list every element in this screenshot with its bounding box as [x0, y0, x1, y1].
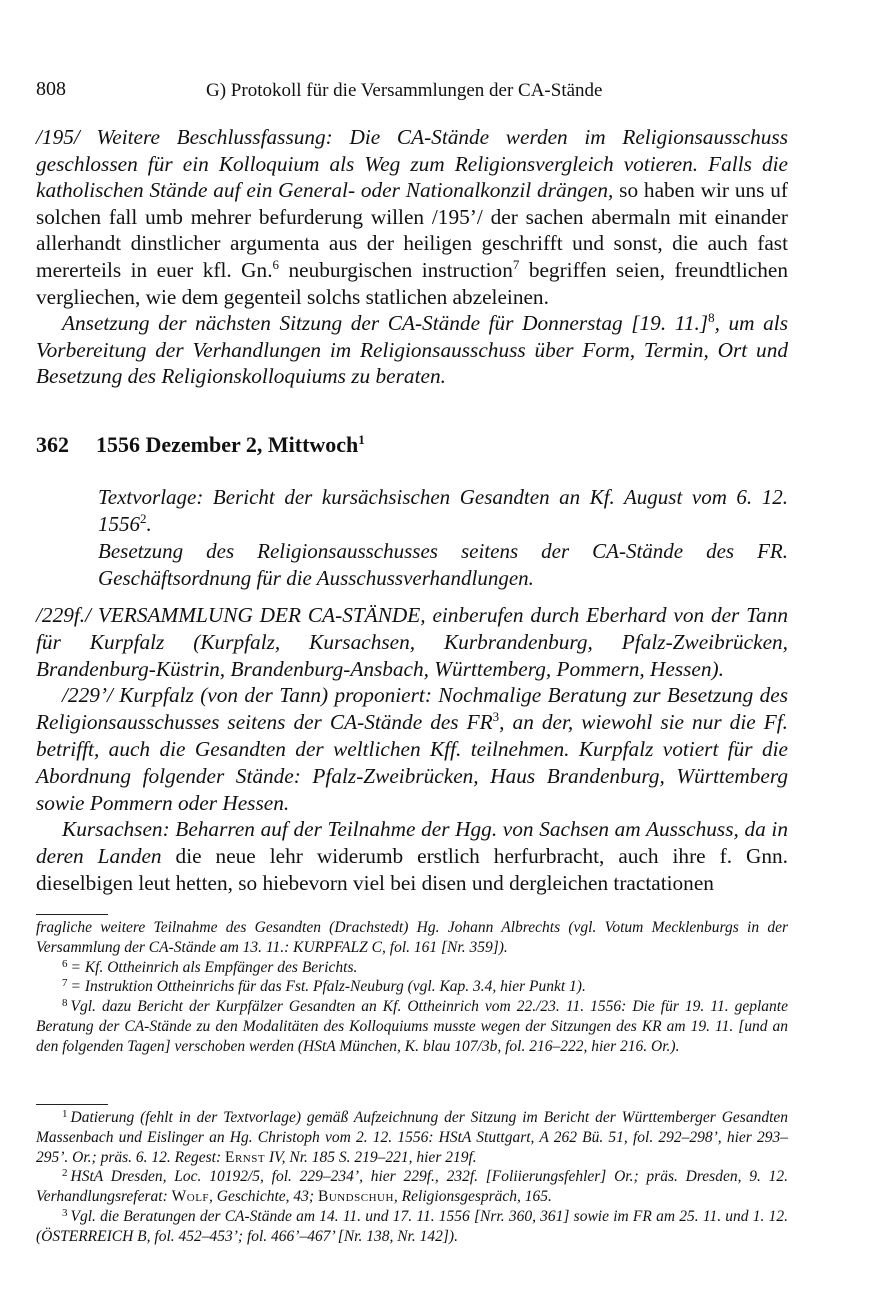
page-header [36, 78, 788, 106]
quoted-text: so haben wir uns uf solchen fall umb mehrer befurderung willen /195’/ der sachen abermaln mit einander allerhandt dinstlicher argumenta aus der heiligen geschrifft und sonst, die auch fast mererteils in euer kfl. Gn. [36, 178, 789, 282]
footnote-number: 6 [62, 957, 68, 970]
source-note [98, 484, 788, 592]
footnote-text: , Geschichte, 43; [209, 1188, 318, 1206]
summary-italic: /195/ Weitere Beschlussfassung: Die CA-Stände werden im Religionsausschuss geschlossen für ein Kolloquium als Weg zum Religionsvergleich votieren. Falls die katholischen Stände auf ein General- oder Nationalkonzil drängen, [36, 125, 788, 203]
footnote-text: Vgl. die Beratungen der CA-Stände am 14. 11. und 17. 11. 1556 [Nrr. 360, 361] sowie im FR am 25. 11. und 1. 12. (ÖSTERREICH B, fol. 452–453’; fol. 466’–467’ [Nr. 138, Nr. 142]). [36, 1207, 788, 1245]
author-name: Bundschuh [317, 1188, 394, 1206]
footnote-text: = Kf. Ottheinrich als Empfänger des Berichts. [70, 958, 358, 976]
footnote-text: IV, Nr. 185 S. 219–221, hier 219f. [265, 1148, 477, 1166]
footnote-7 [36, 977, 788, 997]
summary-italic: , um als Vorbereitung der Verhandlungen im Religionsausschuss über Form, Termin, Ort und Besetzung des Religionskolloquiums zu beraten. [36, 311, 789, 389]
footnote-ref-7[interactable]: 7 [512, 256, 520, 272]
source-text [98, 484, 788, 538]
footnote-text: Datierung (fehlt in der Textvorlage) gemäß Aufzeichnung der Sitzung im Bericht der Württemberger Gesandten Massenbach und Eislinger an Hg. Christoph vom 2. 12. 1556: HStA Stuttgart, A 262 Bü. 51, fol. 292–298’, hier 293–295’. Or.; präs. 6. 12. Regest: [36, 1109, 788, 1166]
footnote-rule [36, 914, 108, 915]
paragraph-resolution [36, 124, 788, 310]
footnote-ref-8[interactable]: 8 [708, 310, 715, 326]
document-date: 1556 Dezember 2, Mittwoch [96, 432, 359, 457]
footnote-1 [36, 1108, 788, 1167]
page-number: 808 [36, 78, 66, 100]
quoted-text: neuburgischen instruction [279, 257, 513, 282]
paragraph-kursachsen [36, 816, 788, 896]
footnote-number: 8 [62, 997, 68, 1010]
footnote-number: 7 [62, 977, 68, 990]
footnote-number: 1 [62, 1108, 68, 1120]
summary-italic: , an der, wiewohl sie nur die Ff. betrifft, auch die Gesandten der weltlichen Kff. teilnehmen. Kurpfalz votiert für die Abordnung folgender Stände: Pfalz-Zweibrücken, Haus Brandenburg, Württemberg sowie Pommern oder Hessen. [36, 710, 788, 815]
source-line: Textvorlage: Bericht der kursächsischen Gesandten an Kf. August vom 6. 12. 1556 [98, 485, 788, 536]
quoted-text: die neue lehr widerumb erstlich herfurbracht, auch ihre f. Gnn. dieselbigen leut hetten, so hiebevorn viel bei disen und dergleichen tractationen [36, 844, 788, 895]
footnote-continuation: fragliche weitere Teilnahme des Gesandten (Drachstedt) Hg. Johann Albrechts (vgl. Votum Mecklenburgs in der Versammlung der CA-Stände am 13. 11.: KURPFALZ C, fol. 161 [Nr. 359]). [36, 919, 788, 956]
footnote-3 [36, 1207, 788, 1247]
footnote-text: , Religionsgespräch, 165. [393, 1188, 552, 1206]
footnote-text: = Instruktion Ottheinrichs für das Fst. Pfalz-Neuburg (vgl. Kap. 3.4, hier Punkt 1). [70, 978, 586, 996]
footnote-number: 2 [62, 1167, 68, 1180]
paragraph-kurpfalz [36, 682, 788, 816]
document-heading [36, 432, 788, 458]
document-number: 362 [36, 432, 69, 457]
footnote-number: 3 [62, 1206, 68, 1219]
footnote-rule [36, 1104, 108, 1105]
footnote-ref-1[interactable]: 1 [358, 432, 365, 447]
running-title: G) Protokoll für die Versammlungen der CA-Stände [206, 80, 603, 101]
opening-text [36, 124, 788, 390]
author-name: Ernst [225, 1148, 266, 1166]
footnote-ref-3[interactable]: 3 [492, 709, 500, 725]
quoted-text: begriffen seien, freundtlichen vergliechen, wie dem gegenteil solchs statlichen abzeleinen. [36, 257, 789, 309]
summary-italic: Kursachsen: Beharren auf der Teilnahme der Hgg. von Sachsen am Ausschuss, da in deren Landen [36, 817, 788, 869]
footnotes-upper [36, 918, 788, 1057]
footnote-6 [36, 958, 788, 978]
footnote-ref-2[interactable]: 2 [140, 511, 147, 526]
document-body [36, 602, 788, 897]
footnote-ref-6[interactable]: 6 [272, 256, 280, 272]
source-punct: . [146, 512, 152, 536]
paragraph-next-session [36, 310, 788, 390]
footnote-2 [36, 1167, 788, 1207]
paragraph-assembly: /229f./ VERSAMMLUNG DER CA-STÄNDE, einberufen durch Eberhard von der Tann für Kurpfalz (Kurpfalz, Kursachsen, Kurbrandenburg, Pfalz-Zweibrücken, Brandenburg-Küstrin, Brandenburg-Ansbach, Württemberg, Pommern, Hessen). [36, 603, 788, 681]
footnote-8 [36, 997, 788, 1056]
summary-italic: /229’/ Kurpfalz (von der Tann) proponiert: Nochmalige Beratung zur Besetzung des Religionsausschusses seitens der CA-Stände des FR [36, 683, 788, 735]
summary-italic: Ansetzung der nächsten Sitzung der CA-Stände für Donnerstag [19. 11.] [62, 311, 709, 336]
footnote-text: HStA Dresden, Loc. 10192/5, fol. 229–234’, hier 229f., 232f. [Foliierungsfehler] Or.; präs. Dresden, 9. 12. Verhandlungsreferat: [36, 1168, 788, 1206]
footnote-text: Vgl. dazu Bericht der Kurpfälzer Gesandten an Kf. Ottheinrich vom 22./23. 11. 1556: Die für 19. 11. geplante Beratung der CA-Stände zu den Modalitäten des Kolloquiums musste wegen der Sitzungen des KR am 19. 11. [und an den folgenden Tagen] verschoben werden (HStA München, K. blau 107/3b, fol. 216–222, hier 216. Or.). [36, 998, 788, 1055]
source-summary: Besetzung des Religionsausschusses seitens der CA-Stände des FR. Geschäftsordnung für die Ausschussverhandlungen. [98, 539, 788, 590]
author-name: Wolf [171, 1188, 210, 1206]
footnotes-lower [36, 1108, 788, 1247]
